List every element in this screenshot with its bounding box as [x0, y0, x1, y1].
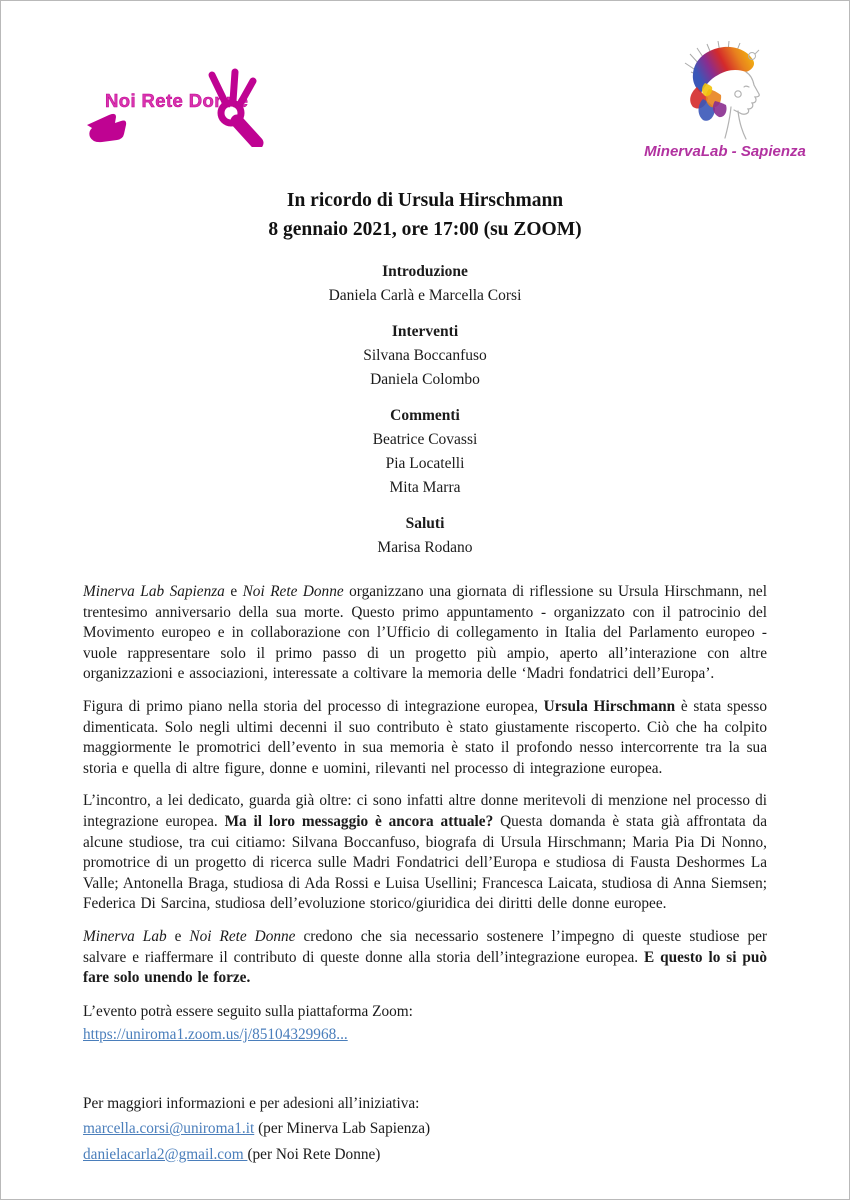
noi-rete-donne-wordmark: Noi Rete Donne — [105, 90, 249, 111]
contact-line-minerva — [83, 1116, 767, 1142]
ok-hand-icon — [212, 72, 257, 143]
paragraph-3: L’incontro, a lei dedicato, guarda già oltre: ci sono infatti altre donne meritevoli di menzione nel processo di integrazione europea. Ma il loro messaggio è ancora attuale? Questa domanda è stata già affrontata da alcune studiose, tra cui citiamo: Silvana Boccanfuso, biografa di Ursula Hirschmann; Maria Pia Di Nonno, promotrice di un progetto di ricerca sulle Madri Fondatrici dell’Europa e studiosa di Fausta Deshormes La Valle; Antonella Braga, studiosa di Ada Rossi e Luisa Usellini; Francesca Laicata, studiosa di Anna Siemsen; Federica Di Sarcina, studiosa dell’evoluzione storico/giuridica dei diritti delle donne europee. — [83, 792, 767, 913]
zoom-info-text: L’evento potrà essere seguito sulla piattaforma Zoom: — [83, 1002, 413, 1020]
zoom-info-block — [83, 1001, 767, 1047]
face-outline — [725, 72, 759, 139]
contact-intro: Per maggiori informazioni e per adesioni all’iniziativa: — [83, 1094, 420, 1112]
paragraph-4: Minerva Lab e Noi Rete Donne credono che sia necessario sostenere l’impegno di queste studiose per salvare e riaffermare il contributo di queste donne alla storia dell’integrazione europea. E questo lo si può fare solo unendo le forze. — [83, 927, 768, 987]
paragraph-2: Figura di primo piano nella storia del processo di integrazione europea, Ursula Hirschmann è stata spesso dimenticata. Solo negli ultimi decenni il suo contributo è stato giustamente riscoperto. Ciò che ha colpito maggiormente le promotrici dell’evento in sua memoria è stato il profondo nesso intercorrente tra la sua storia e quella di altre figure, donne e uomini, rilevanti nel processo di integrazione europea. — [83, 697, 767, 777]
email-link-danielacarla[interactable]: danielacarla2@gmail.com — [83, 1145, 248, 1163]
program-speaker: Marisa Rodano — [377, 539, 473, 556]
program-speaker: Beatrice Covassi — [372, 431, 478, 448]
program-speaker: Daniela Carlà e Marcella Corsi — [328, 287, 522, 304]
zoom-meeting-link[interactable]: https://uniroma1.zoom.us/j/85104329968... — [83, 1025, 348, 1043]
hair-swirls — [690, 83, 726, 121]
program-heading: Introduzione — [382, 263, 468, 280]
email-link-marcella-corsi[interactable]: marcella.corsi@uniroma1.it — [83, 1120, 255, 1138]
program-group-introduzione — [1, 260, 849, 308]
program-heading: Interventi — [391, 323, 459, 340]
program-group-commenti — [1, 404, 849, 500]
program-group-saluti — [1, 512, 849, 560]
contact-note: (per Noi Rete Donne) — [247, 1145, 381, 1163]
program-speaker: Silvana Boccanfuso — [363, 347, 487, 364]
event-datetime: 8 gennaio 2021, ore 17:00 (su ZOOM) — [268, 219, 582, 240]
program-speaker: Daniela Colombo — [370, 371, 480, 388]
noi-rete-donne-logo-art — [79, 67, 269, 147]
contact-block — [83, 1091, 767, 1168]
program-heading: Commenti — [390, 407, 460, 424]
program-speaker: Pia Locatelli — [385, 455, 465, 472]
contact-line-noi-rete-donne — [83, 1142, 767, 1168]
paragraph-1: Minerva Lab Sapienza e Noi Rete Donne organizzano una giornata di riflessione su Ursula Hirschmann, nel trentesimo anniversario della sua morte. Questo primo appuntamento - organizzato con il patrocinio del Movimento europeo e in collaborazione con l’Ufficio di collegamento in Italia del Parlamento europeo - vuole rappresentare solo il primo passo di un progetto più ampio, aperto all’interazione con altre organizzazioni e associazioni, interessate a coltivare la memoria delle ‘Madri fondatrici dell’Europa’. — [83, 583, 767, 683]
program-section — [1, 260, 849, 560]
minervalab-caption: MinervaLab - Sapienza — [644, 143, 806, 160]
body-text — [1, 582, 849, 1167]
contact-note: (per Minerva Lab Sapienza) — [254, 1120, 431, 1138]
program-group-interventi — [1, 320, 849, 392]
minervalab-logo — [639, 41, 811, 160]
program-speaker: Mita Marra — [389, 479, 461, 496]
event-title: In ricordo di Ursula Hirschmann — [286, 190, 564, 211]
noi-rete-donne-logo — [79, 67, 269, 147]
program-heading: Saluti — [405, 515, 445, 532]
fist-icon — [87, 114, 126, 142]
minerva-head-icon — [645, 41, 805, 141]
